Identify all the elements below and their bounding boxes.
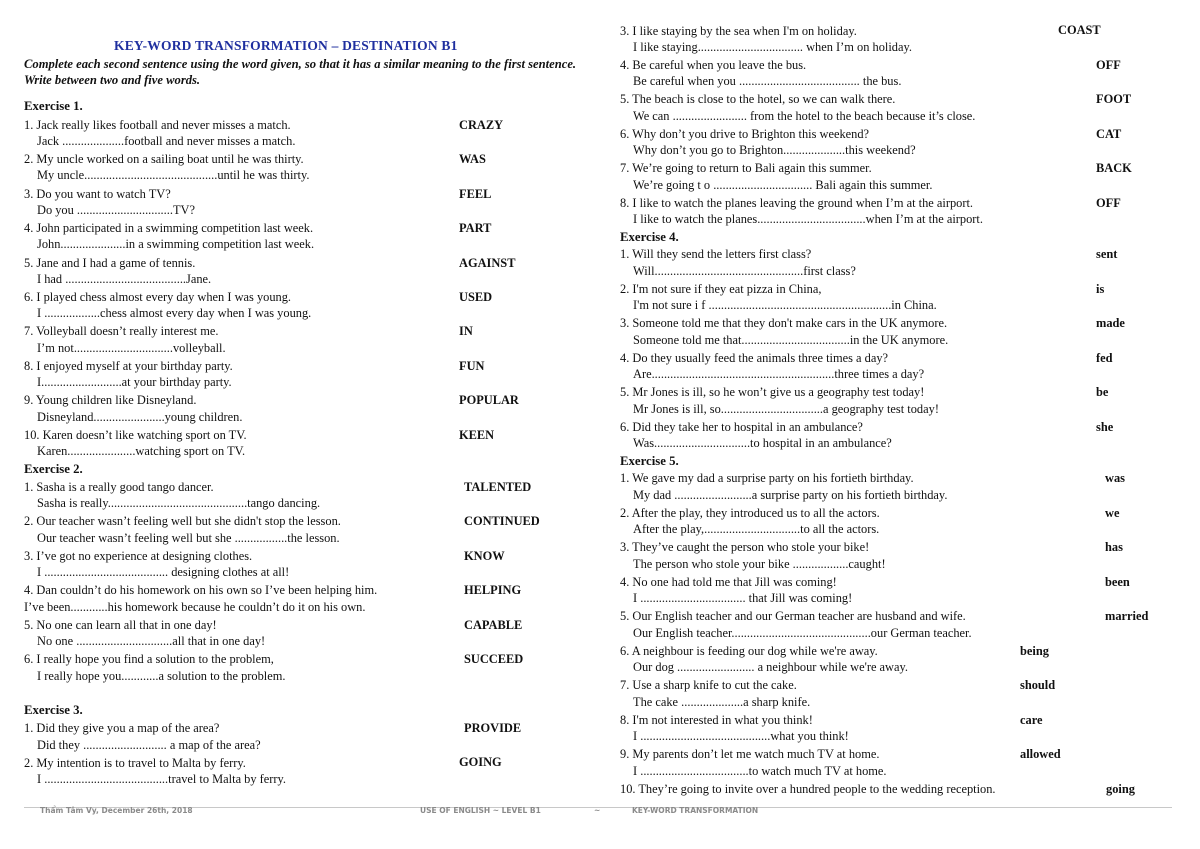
ex3-q7: 7. We’re going to return to Bali again this summer.	[620, 161, 872, 175]
ex2-kw4: HELPING	[464, 583, 522, 597]
ex1-kw8: FUN	[459, 359, 485, 373]
ex2-kw2: CONTINUED	[464, 514, 540, 528]
ex1-a2: My uncle...........................................until he was thirty.	[37, 168, 310, 182]
ex4-kw5: be	[1096, 385, 1109, 399]
ex3-kw2: GOING	[459, 755, 502, 769]
ex5-kw8: care	[1020, 713, 1043, 727]
ex4-kw4: fed	[1096, 351, 1113, 365]
ex3-a1: Did they ........................... a map of the area?	[37, 738, 261, 752]
ex2-a3: I ........................................ designing clothes at all!	[37, 565, 290, 579]
ex4-q1: 1. Will they send the letters first class?	[620, 247, 812, 261]
ex4-q4: 4. Do they usually feed the animals three times a day?	[620, 351, 889, 365]
ex3-kw3: COAST	[1058, 23, 1101, 37]
ex1-kw10: KEEN	[459, 428, 495, 442]
ex2-kw1: TALENTED	[464, 480, 532, 494]
ex5-a6: Our dog ......................... a neighbour while we're away.	[633, 660, 908, 674]
ex5-q4: 4. No one had told me that Jill was coming!	[620, 575, 837, 589]
ex5-q10: 10. They’re going to invite over a hundred people to the wedding reception.	[620, 782, 996, 796]
ex1-a7: I’m not................................volleyball.	[37, 341, 226, 355]
ex5-kw7: should	[1020, 678, 1056, 692]
page-title: KEY-WORD TRANSFORMATION – DESTINATION B1	[114, 38, 458, 53]
ex5-a5: Our English teacher.............................................our German teacher.	[633, 626, 972, 640]
ex5-q7: 7. Use a sharp knife to cut the cake.	[620, 678, 797, 692]
ex2-kw6: SUCCEED	[464, 652, 524, 666]
ex4-kw6: she	[1096, 420, 1114, 434]
ex4-kw2: is	[1096, 282, 1105, 296]
ex5-a4: I .................................. that Jill was coming!	[633, 591, 853, 605]
exercise-1-heading: Exercise 1.	[24, 99, 83, 113]
ex2-a5: No one ...............................all that in one day!	[37, 634, 266, 648]
exercise-3-heading: Exercise 3.	[24, 703, 83, 717]
ex5-q9: 9. My parents don’t let me watch much TV at home.	[620, 747, 880, 761]
ex5-q2: 2. After the play, they introduced us to all the actors.	[620, 506, 880, 520]
ex5-a7: The cake ....................a sharp knife.	[633, 695, 811, 709]
ex1-a6: I ..................chess almost every day when I was young.	[37, 306, 312, 320]
ex3-kw7: BACK	[1096, 161, 1132, 175]
ex2-q1: 1. Sasha is a really good tango dancer.	[24, 480, 214, 494]
instructions: Complete each second sentence using the word given, so that it has a similar meaning to the first sentence. Write between two and five words.	[24, 57, 577, 87]
ex5-q5: 5. Our English teacher and our German teacher are husband and wife.	[620, 609, 966, 623]
ex2-q4: 4. Dan couldn’t do his homework on his own so I’ve been helping him.	[24, 583, 378, 597]
ex1-q3: 3. Do you want to watch TV?	[24, 187, 171, 201]
ex5-kw6: being	[1020, 644, 1049, 658]
ex1-q4: 4. John participated in a swimming competition last week.	[24, 221, 314, 235]
ex3-a8: I like to watch the planes...................................when I’m at the airport.	[633, 212, 983, 226]
ex2-a1: Sasha is really.............................................tango dancing.	[37, 496, 321, 510]
ex3-kw4: OFF	[1096, 58, 1121, 72]
ex2-a6: I really hope you............a solution to the problem.	[37, 669, 286, 683]
exercise-2-heading: Exercise 2.	[24, 462, 83, 476]
ex4-a2: I'm not sure i f ...........................................................in China.	[633, 298, 937, 312]
footer-author: Thẩm Tâm Vy, December 26th, 2018	[40, 806, 193, 815]
ex4-a6: Was...............................to hospital in an ambulance?	[633, 436, 892, 450]
ex3-q8: 8. I like to watch the planes leaving the ground when I’m at the airport.	[620, 196, 974, 210]
ex3-kw1: PROVIDE	[464, 721, 522, 735]
ex5-kw4: been	[1105, 575, 1130, 589]
ex2-q3: 3. I’ve got no experience at designing clothes.	[24, 549, 253, 563]
ex3-a3: I like staying.................................. when I’m on holiday.	[633, 40, 912, 54]
ex1-q9: 9. Young children like Disneyland.	[24, 393, 197, 407]
ex4-q3: 3. Someone told me that they don't make cars in the UK anymore.	[620, 316, 948, 330]
ex4-a5: Mr Jones is ill, so.................................a geography test today!	[633, 402, 939, 416]
ex3-q2: 2. My intention is to travel to Malta by ferry.	[24, 756, 246, 770]
ex1-a8: I..........................at your birthday party.	[37, 375, 232, 389]
ex5-q3: 3. They’ve caught the person who stole your bike!	[620, 540, 870, 554]
ex1-a4: John.....................in a swimming competition last week.	[37, 237, 315, 251]
ex1-kw6: USED	[459, 290, 493, 304]
ex5-a2: After the play,...............................to all the actors.	[633, 522, 880, 536]
ex3-a7: We’re going t o ................................ Bali again this summer.	[633, 178, 933, 192]
ex1-kw5: AGAINST	[459, 256, 516, 270]
ex5-kw10: going	[1106, 782, 1135, 796]
ex2-q6: 6. I really hope you find a solution to the problem,	[24, 652, 274, 666]
ex1-q7: 7. Volleyball doesn’t really interest me.	[24, 324, 219, 338]
ex4-kw3: made	[1096, 316, 1125, 330]
ex5-kw1: was	[1105, 471, 1125, 485]
ex4-q2: 2. I'm not sure if they eat pizza in China,	[620, 282, 822, 296]
ex3-q5: 5. The beach is close to the hotel, so we can walk there.	[620, 92, 896, 106]
ex5-kw9: allowed	[1020, 747, 1061, 761]
ex5-a9: I ...................................to watch much TV at home.	[633, 764, 887, 778]
ex3-q4: 4. Be careful when you leave the bus.	[620, 58, 807, 72]
ex2-q2: 2. Our teacher wasn’t feeling well but she didn't stop the lesson.	[24, 514, 341, 528]
ex5-kw3: has	[1105, 540, 1123, 554]
ex2-a2: Our teacher wasn’t feeling well but she .................the lesson.	[37, 531, 340, 545]
exercise-5-heading: Exercise 5.	[620, 454, 679, 468]
ex1-q2: 2. My uncle worked on a sailing boat until he was thirty.	[24, 152, 304, 166]
ex1-q5: 5. Jane and I had a game of tennis.	[24, 256, 196, 270]
ex1-kw2: WAS	[459, 152, 486, 166]
ex3-a5: We can ........................ from the hotel to the beach because it’s close.	[633, 109, 976, 123]
ex3-kw5: FOOT	[1096, 92, 1132, 106]
ex4-a3: Someone told me that...................................in the UK anymore.	[633, 333, 949, 347]
ex1-q8: 8. I enjoyed myself at your birthday party.	[24, 359, 233, 373]
ex4-kw1: sent	[1096, 247, 1118, 261]
ex5-kw2: we	[1105, 506, 1120, 520]
exercise-4-heading: Exercise 4.	[620, 230, 679, 244]
ex1-q1: 1. Jack really likes football and never misses a match.	[24, 118, 291, 132]
ex3-a6: Why don’t you go to Brighton....................this weekend?	[633, 143, 916, 157]
footer-separator: ~	[594, 806, 601, 815]
ex1-kw3: FEEL	[459, 187, 492, 201]
ex5-a1: My dad .........................a surprise party on his fortieth birthday.	[633, 488, 948, 502]
ex5-q6: 6. A neighbour is feeding our dog while we're away.	[620, 644, 878, 658]
ex1-q10: 10. Karen doesn’t like watching sport on TV.	[24, 428, 247, 442]
ex2-q5: 5. No one can learn all that in one day!	[24, 618, 217, 632]
ex1-kw4: PART	[459, 221, 492, 235]
ex5-kw5: married	[1105, 609, 1149, 623]
ex1-a5: I had .......................................Jane.	[37, 272, 212, 286]
ex2-kw3: KNOW	[464, 549, 505, 563]
ex1-a9: Disneyland.......................young children.	[37, 410, 243, 424]
footer-topic: KEY-WORD TRANSFORMATION	[632, 806, 759, 815]
ex1-a10: Karen......................watching sport on TV.	[37, 444, 246, 458]
ex4-a1: Will................................................first class?	[633, 264, 856, 278]
ex1-kw9: POPULAR	[459, 393, 519, 407]
ex3-a4: Be careful when you ....................................... the bus.	[633, 74, 902, 88]
ex3-a2: I ........................................travel to Malta by ferry.	[37, 772, 287, 786]
ex3-q1: 1. Did they give you a map of the area?	[24, 721, 220, 735]
ex1-q6: 6. I played chess almost every day when I was young.	[24, 290, 292, 304]
ex2-a4: I’ve been............his homework because he couldn’t do it on his own.	[24, 600, 366, 614]
ex1-a1: Jack ....................football and never misses a match.	[37, 134, 296, 148]
ex5-q8: 8. I'm not interested in what you think!	[620, 713, 813, 727]
ex4-a4: Are...........................................................three times a day?	[633, 367, 925, 381]
ex1-kw7: IN	[459, 324, 473, 338]
ex4-q6: 6. Did they take her to hospital in an ambulance?	[620, 420, 863, 434]
ex3-kw6: CAT	[1096, 127, 1122, 141]
ex4-q5: 5. Mr Jones is ill, so he won’t give us a geography test today!	[620, 385, 925, 399]
ex1-kw1: CRAZY	[459, 118, 504, 132]
ex5-q1: 1. We gave my dad a surprise party on his fortieth birthday.	[620, 471, 914, 485]
ex1-a3: Do you ...............................TV?	[37, 203, 195, 217]
ex3-q3: 3. I like staying by the sea when I'm on holiday.	[620, 24, 857, 38]
ex3-q6: 6. Why don’t you drive to Brighton this weekend?	[620, 127, 870, 141]
ex5-a3: The person who stole your bike ..................caught!	[633, 557, 886, 571]
ex5-a8: I ..........................................what you think!	[633, 729, 849, 743]
footer-level: USE OF ENGLISH ~ LEVEL B1	[420, 806, 541, 815]
ex3-kw8: OFF	[1096, 196, 1121, 210]
ex2-kw5: CAPABLE	[464, 618, 523, 632]
